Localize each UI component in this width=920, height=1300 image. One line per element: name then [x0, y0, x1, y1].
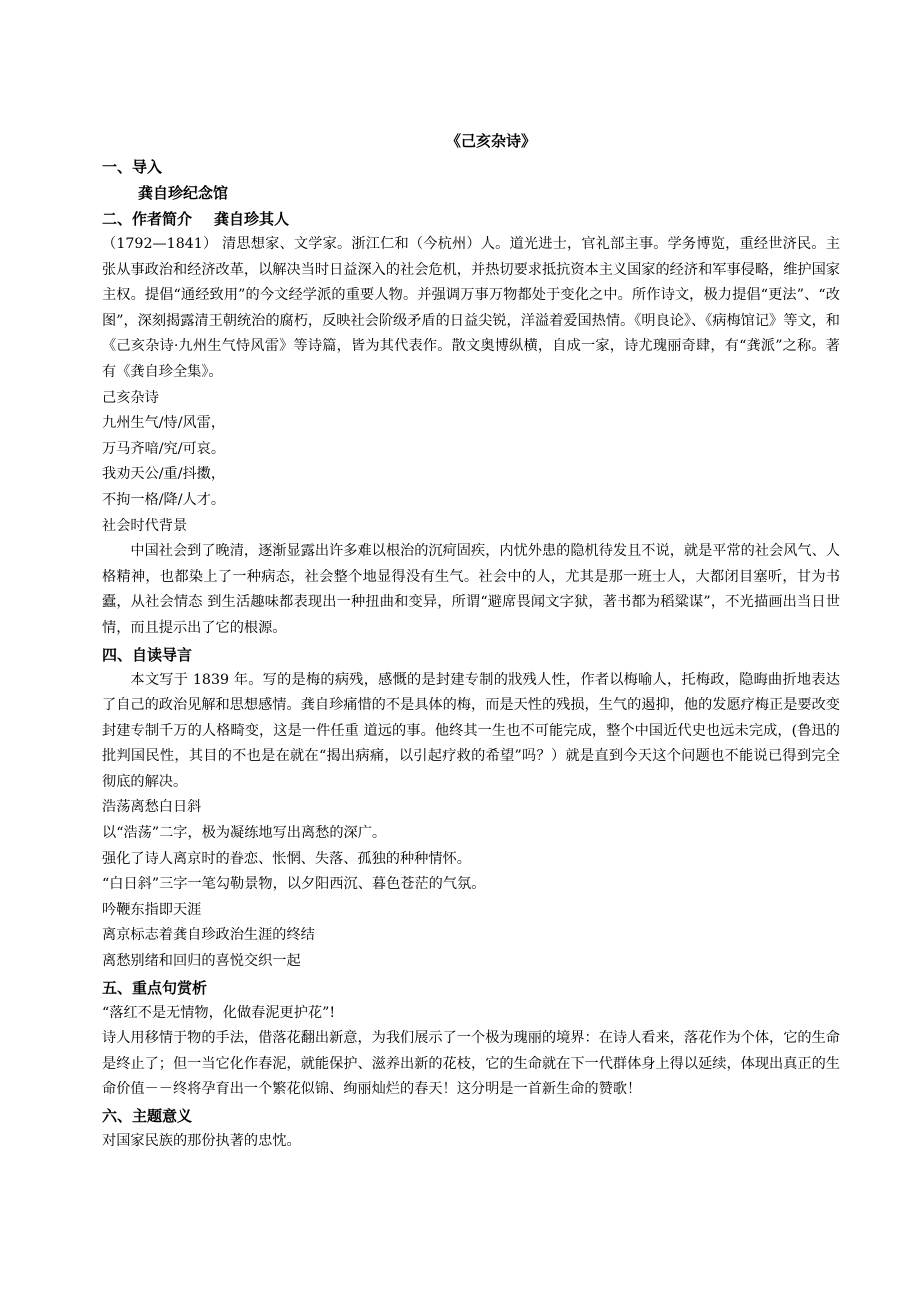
section-heading-author	[102, 206, 840, 232]
background-paragraph: 中国社会到了晚清，逐渐显露出许多难以根治的沉疴固疾，内忧外患的隐机待发且不说，就是平常的社会风气、人格精神，也都染上了一种病态，社会整个地显得没有生气。社会中的人，尤其是那一班士人，大都闭目塞听，甘为书蠹，从社会情态 到生活趣味都表现出一种扭曲和变异，所谓“避席畏闻文字狱，著书都为稻粱谋”，不光描画出当日世情，而且提示出了它的根源。	[102, 543, 840, 636]
reading-note: 离京标志着龚自珍政治生涯的终结	[102, 927, 315, 944]
section-heading-intro: 一、导入	[102, 158, 163, 176]
poem-line: 万马齐喑/究/可哀。	[102, 440, 226, 457]
reading-note: 离愁别绪和回归的喜悦交织一起	[102, 953, 301, 970]
key-quote: “落红不是无情物，化做春泥更护花”!	[102, 1004, 336, 1021]
poem-line: 不拘一格/降/人才。	[102, 491, 226, 508]
reading-note: 吟鞭东指即天涯	[102, 901, 202, 918]
poem-title: 己亥杂诗	[102, 389, 159, 406]
reading-note: 强化了诗人离京时的眷恋、怅惘、失落、孤独的种种情怀。	[102, 850, 471, 867]
reading-paragraph: 本文写于 1839 年。写的是梅的病残，感慨的是封建专制的戕残人性，作者以梅喻人，托梅政，隐晦曲折地表达了自己的政治见解和思想感情。龚自珍痛惜的不是具体的梅，而是天性的残损，生气的遏抑，他的发愿疗梅正是要改变封建专制千万的人格畸变，这是一件任重 道远的事。他终其一生也不可能完成，整个中国近代史也远未完成，(鲁迅的批判国民性，其目的不也是在就在“揭出病痛，以引起疗救的希望”吗？）就是直到今天这个问题也不能说已得到完全彻底的解决。	[102, 671, 840, 790]
intro-subheading: 龚自珍纪念馆	[138, 184, 229, 202]
poem-line: 九州生气/恃/风雷，	[102, 415, 226, 432]
reading-note: “白日斜”三字一笔勾勒景物，以夕阳西沉、暮色苍茫的气氛。	[102, 876, 486, 893]
reading-note: 以“浩荡”二字，极为凝练地写出离愁的深广。	[102, 825, 387, 842]
theme-text: 对国家民族的那份执著的忠忱。	[102, 1133, 301, 1149]
document-title: 《己亥杂诗》	[445, 132, 536, 150]
background-label: 社会时代背景	[102, 517, 188, 534]
author-heading-sub: 龚自珍其人	[214, 210, 290, 228]
author-heading-label: 二、作者简介	[102, 210, 193, 228]
reading-note: 浩荡离愁白日斜	[102, 799, 202, 816]
section-heading-key: 五、重点句赏析	[102, 978, 208, 997]
section-heading-theme: 六、主题意义	[102, 1107, 193, 1125]
author-bio: （1792—1841） 清思想家、文学家。浙江仁和（今杭州）人。道光进士，官礼部主事。学务博览，重经世济民。主张从事政治和经济改革，以解决当时日益深入的社会危机，并热切要求抵抗资本主义国家的经济和军事侵略，维护国家主权。提倡“通经致用”的今文经学派的重要人物。并强调万事万物都处于变化之中。所作诗文，极力提倡“更法”、“改图”，深刻揭露清王朝统治的腐朽，反映社会阶级矛盾的日益尖锐，洋溢着爱国热情。《明良论》、《病梅馆记》等文，和《己亥杂诗·九州生气恃风雷》等诗篇，皆为其代表作。散文奥博纵横，自成一家，诗尤瑰丽奇肆，有“龚派”之称。著有《龚自珍全集》。	[102, 236, 840, 380]
poem-line: 我劝天公/重/抖擞，	[102, 466, 226, 483]
key-analysis: 诗人用移情于物的手法，借落花翻出新意，为我们展示了一个极为瑰丽的境界：在诗人看来，落花作为个体，它的生命是终止了；但一当它化作春泥，就能保护、滋养出新的花枝，它的生命就在下一代群体身上得以延续，体现出真正的生命价值－－终将孕育出一个繁花似锦、绚丽灿烂的春天！这分明是一首新生命的赞歌！	[102, 1030, 840, 1098]
section-heading-reading: 四、自读导言	[102, 645, 193, 664]
